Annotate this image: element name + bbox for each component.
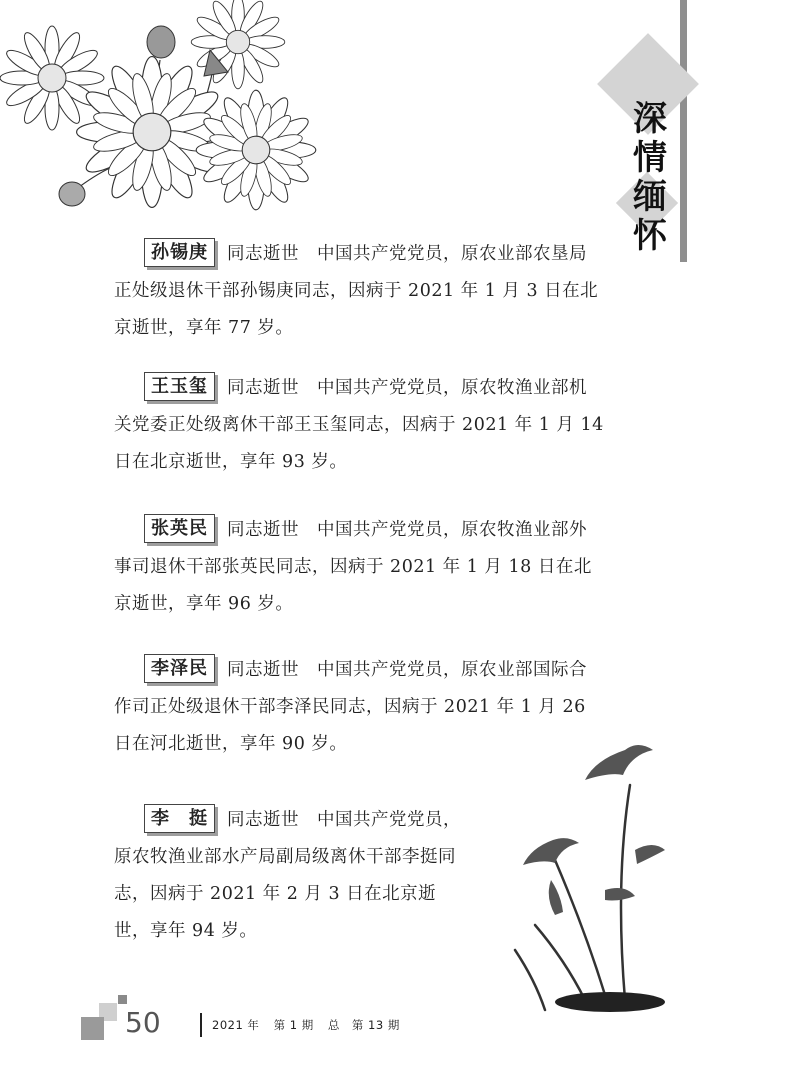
obituary-entry <box>114 370 604 481</box>
entry-text: 中国共产党党员，原农牧渔业部外事司退休干部张英民同志，因病于 2021 年 1 月 18 日在北京逝世，享年 96 岁。 <box>114 520 592 614</box>
footer-divider <box>200 1013 202 1037</box>
footer-square-small <box>118 995 127 1004</box>
person-name: 王玉玺 <box>144 372 215 401</box>
entry-text: 中国共产党党员，原农业部农垦局正处级退休干部孙锡庚同志，因病于 2021 年 1 月 3 日在北京逝世，享年 77 岁。 <box>114 244 599 338</box>
person-name: 李泽民 <box>144 654 215 683</box>
issue-info <box>212 1017 410 1033</box>
obituary-entry <box>114 236 604 347</box>
section-title-char: 深 <box>633 99 667 139</box>
section-title-char: 缅 <box>633 177 667 217</box>
issue-total: 总 第 13 期 <box>327 1018 400 1032</box>
footer-square-dark <box>81 1017 104 1040</box>
entry-lead: 同志逝世 <box>227 378 299 398</box>
section-title-char: 情 <box>633 138 667 178</box>
issue-year: 2021 年 <box>212 1018 260 1032</box>
entry-lead: 同志逝世 <box>227 660 299 680</box>
person-name: 孙锡庚 <box>144 238 215 267</box>
issue-number: 第 1 期 <box>273 1018 314 1032</box>
section-divider-bar <box>680 0 687 262</box>
section-title-char: 怀 <box>633 216 667 256</box>
page-number: 50 <box>125 1006 161 1039</box>
obituary-entry <box>114 512 604 623</box>
entry-text: 中国共产党党员，原农牧渔业部机关党委正处级离休干部王玉玺同志，因病于 2021 年 1 月 14 日在北京逝世，享年 93 岁。 <box>114 378 604 472</box>
entry-text: 中国共产党党员，原农牧渔业部水产局副局级离休干部李挺同志，因病于 2021 年 2 月 3 日在北京逝世，享年 94 岁。 <box>114 810 461 941</box>
entry-text: 中国共产党党员，原农业部国际合作司正处级退休干部李泽民同志，因病于 2021 年 1 月 26 日在河北逝世，享年 90 岁。 <box>114 660 587 754</box>
entry-lead: 同志逝世 <box>227 520 299 540</box>
entry-lead: 同志逝世 <box>227 810 299 830</box>
entry-lead: 同志逝世 <box>227 244 299 264</box>
ink-orchid-illustration <box>495 740 675 1020</box>
person-name: 张英民 <box>144 514 215 543</box>
person-name: 李 挺 <box>144 804 215 833</box>
obituary-entry <box>114 802 464 950</box>
chrysanthemum-illustration <box>0 0 330 215</box>
section-title <box>630 100 670 256</box>
